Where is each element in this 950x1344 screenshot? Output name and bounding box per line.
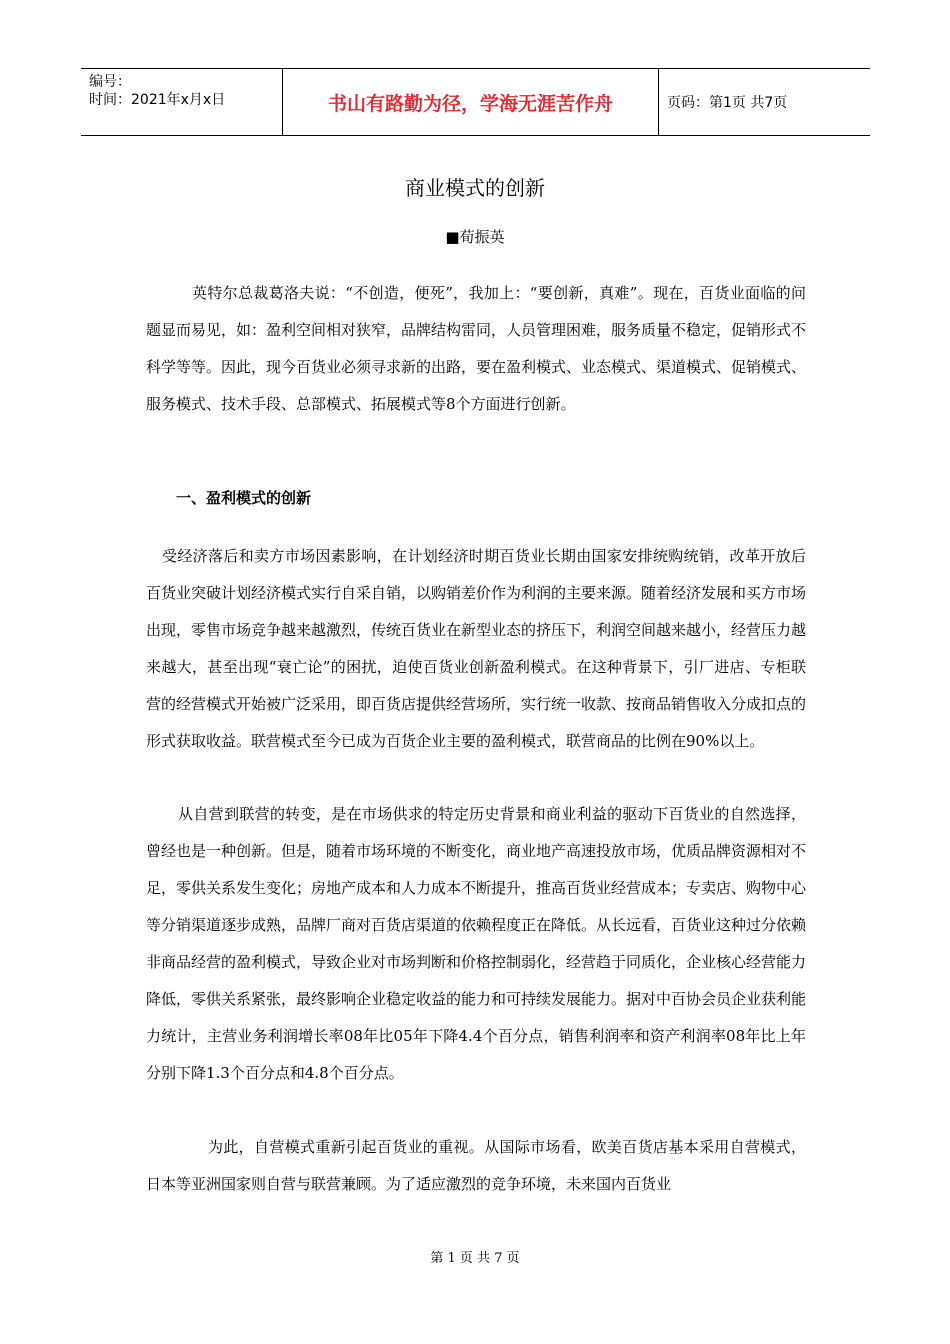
document-title: 商业模式的创新	[405, 176, 545, 200]
document-author: ■荀振英	[445, 228, 505, 246]
body-paragraph-1: 受经济落后和卖方市场因素影响，在计划经济时期百货业长期由国家安排统购统销，改革开放后百货业突破计划经济模式实行自采自销，以购销差价作为利润的主要来源。随着经济发展和买方市场出现，零售市场竞争越来越激烈，传统百货业在新型业态的挤压下，利润空间越来越小，经营压力越来越大，甚至出现“衰亡论”的困扰，迫使百货业创新盈利模式。在这种背景下，引厂进店、专柜联营的经营模式开始被广泛采用，即百货店提供经营场所，实行统一收款、按商品销售收入分成扣点的形式获取收益。联营模式至今已成为百货企业主要的盈利模式，联营商品的比例在90%以上。	[146, 547, 807, 750]
date-label: 时间：2021年x月x日	[89, 92, 226, 108]
intro-paragraph: 英特尔总裁葛洛夫说：“不创造，便死”，我加上：“要创新，真难”。现在，百货业面临的问题显而易见，如：盈利空间相对狭窄，品牌结构雷同，人员管理困难，服务质量不稳定，促销形式不科学等等。因此，现今百货业必须寻求新的出路，要在盈利模式、业态模式、渠道模式、促销模式、服务模式、技术手段、总部模式、拓展模式等8个方面进行创新。	[146, 284, 807, 413]
section-heading: 一、盈利模式的创新	[176, 489, 312, 507]
header-motto: 书山有路勤为径，学海无涯苦作舟	[283, 69, 659, 135]
serial-number-label: 编号：	[89, 74, 131, 90]
document-header	[81, 68, 870, 136]
header-page-info: 页码：第1页 共7页	[667, 95, 788, 111]
header-meta-cell	[81, 69, 283, 135]
body-paragraph-3: 为此，自营模式重新引起百货业的重视。从国际市场看，欧美百货店基本采用自营模式，日本等亚洲国家则自营与联营兼顾。为了适应激烈的竞争环境，未来国内百货业	[146, 1138, 806, 1193]
body-paragraph-2: 从自营到联营的转变，是在市场供求的特定历史背景和商业利益的驱动下百货业的自然选择，曾经也是一种创新。但是，随着市场环境的不断变化，商业地产高速投放市场，优质品牌资源相对不足，零供关系发生变化；房地产成本和人力成本不断提升，推高百货业经营成本；专卖店、购物中心等分销渠道逐步成熟，品牌厂商对百货店渠道的依赖程度正在降低。从长远看，百货业这种过分依赖非商品经营的盈利模式，导致企业对市场判断和价格控制弱化，经营趋于同质化，企业核心经营能力降低，零供关系紧张，最终影响企业稳定收益的能力和可持续发展能力。据对中百协会员企业获利能力统计，主营业务利润增长率08年比05年下降4.4个百分点，销售利润率和资产利润率08年比上年分别下降1.3个百分点和4.8个百分点。	[146, 805, 807, 1082]
page-footer: 第 1 页 共 7 页	[430, 1251, 520, 1266]
